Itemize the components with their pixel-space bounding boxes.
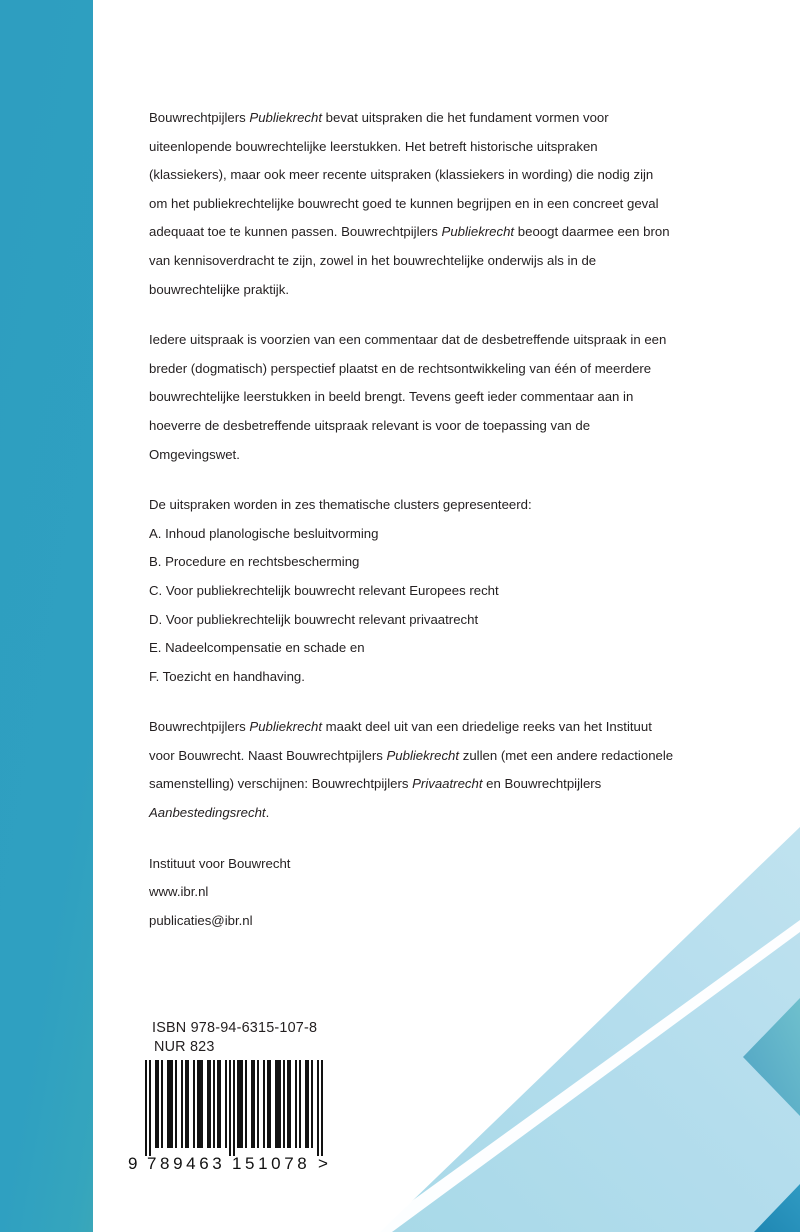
cluster-list-intro: De uitspraken worden in zes thematische clusters gepresenteerd:: [149, 497, 532, 513]
isbn-number: ISBN 978-94-6315-107-8: [152, 1020, 318, 1036]
barcode-tail-chevron: >: [318, 1154, 328, 1173]
cluster-item-d: D. Voor publiekrechtelijk bouwrecht relevant privaatrecht: [149, 611, 479, 627]
back-cover-text: [149, 104, 674, 935]
publisher-website[interactable]: www.ibr.nl: [149, 884, 209, 900]
barcode-group-1: 789463: [147, 1154, 226, 1173]
cluster-item-a: A. Inhoud planologische besluitvorming: [149, 525, 379, 541]
publisher-email[interactable]: publicaties@ibr.nl: [149, 912, 253, 928]
paragraph-intro: Bouwrechtpijlers Publiekrecht bevat uitspraken die het fundament vormen voor uiteenlopende bouwrechtelijke leerstukken. Het betreft historische uitspraken (klassiekers), maar ook meer recente uitspraken (klassiekers in wording) die nodig zijn om het publiekrechtelijke bouwrecht goed te kunnen begrijpen en in een concreet geval adequaat toe te kunnen passen. Bouwrechtpijlers Publiekrecht beoogt daarmee een bron van kennisoverdracht te zijn, zowel in het bouwrechtelijke onderwijs als in de bouwrechtelijke praktijk.: [149, 110, 670, 297]
cluster-item-e: E. Nadeelcompensatie en schade en: [149, 640, 365, 656]
paragraph-commentary: Iedere uitspraak is voorzien van een commentaar dat de desbetreffende uitspraak in een breder (dogmatisch) perspectief plaatst en de rechtsontwikkeling van één of meerdere bouwrechtelijke leerstukken in beeld brengt. Tevens geeft ieder commentaar aan in hoeverre de desbetreffende uitspraak relevant is voor de toepassing van de Omgevingswet.: [149, 332, 667, 462]
cluster-item-b: B. Procedure en rechtsbescherming: [149, 554, 360, 570]
paragraph-series: Bouwrechtpijlers Publiekrecht maakt deel uit van een driedelige reeks van het Instituut voor Bouwrecht. Naast Bouwrechtpijlers Publiekrecht zullen (met een andere redactionele samenstelling) verschijnen: Bouwrechtpijlers Privaatrecht en Bouwrechtpijlers Aanbestedingsrecht.: [149, 719, 674, 821]
thematic-cluster-list: [149, 491, 674, 691]
ean13-barcode: [128, 1060, 338, 1180]
brand-sidebar: [0, 0, 93, 1232]
isbn-block: [152, 1019, 412, 1057]
barcode-group-2: 151078: [232, 1154, 311, 1173]
barcode-lead-digit: 9: [128, 1154, 138, 1173]
publisher-name: Instituut voor Bouwrecht: [149, 855, 291, 871]
nur-number: NUR 823: [154, 1039, 215, 1055]
cluster-item-f: F. Toezicht en handhaving.: [149, 668, 305, 684]
barcode-bars: [128, 1060, 338, 1160]
publisher-contact: [149, 850, 674, 936]
cluster-item-c: C. Voor publiekrechtelijk bouwrecht relevant Europees recht: [149, 582, 499, 598]
